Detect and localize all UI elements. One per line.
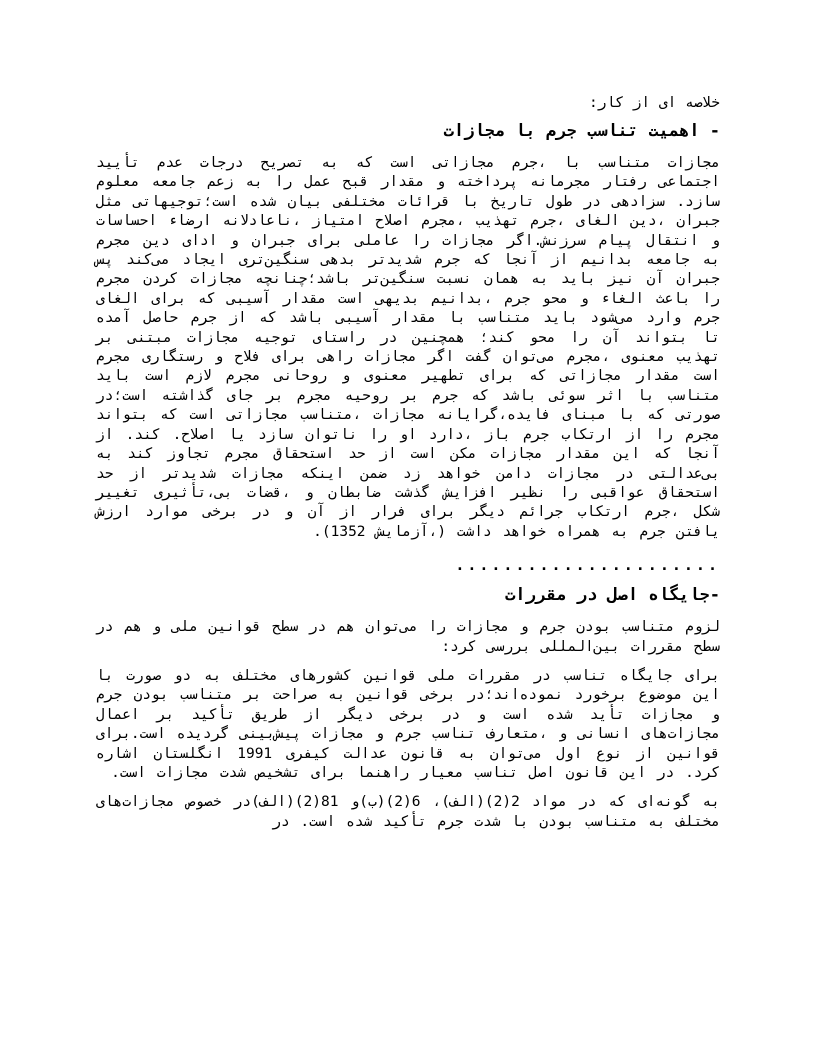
body-paragraph: مجازات متناسب با ،جرم مجازاتی است که به تصریح درجات عدم تأیید اجتماعی رفتار مجرمانه پرداخته و مقدار قبح عمل را به زعم جامعه معلوم سازد. سزادهی در طول تاریخ با قرائات مختلفی بیان شده است؛توجیهاتی مثل جبران ،دین الغای ،جرم تهذیب ،مجرم اصلاح امتیاز ،ناعادلانه ارضاء احساسات و انتقال پیام سرزنش.اگر مجازات را عاملی برای جبران و ادای دین مجرم به جامعه بدانیم از آنجا که جرم شدیدتر بدهی سنگین‌تری ایجاد می‌کند پس جبران آن نیز باید به همان نسبت سنگین‌تر باشد؛چنانچه مجازات کردن مجرم را باعث الغاء و محو جرم ،بدانیم بدیهی است مقدار آسیبی که برای الغای جرم وارد می‌شود باید متناسب با مقدار آسیبی باشد که از جرم حاصل آمده تا بتواند آن را محو کند؛ همچنین در راستای توجیه مجازات مبتنی بر تهذیب معنوی ،مجرم می‌توان گفت اگر مجازات راهی برای فلاح و رستگاری مجرم است مقدار مجازاتی که برای تطهیر معنوی و روحانی مجرم لازم است باید متناسب با اثر سوئی باشد که جرم بر روحیه مجرم بر جای گذاشته است؛در صورتی که با مبنای فایده،گرایانه مجازات ،متناسب مجازاتی است که بتواند مجرم را از ارتکاب جرم باز ،دارد او را ناتوان سازد یا اصلاح. کند. از آنجا که این مقدار مجازات مکن است از حد استحقاق مجرم تجاوز کند به بی‌عدالتی در مجازات دامن خواهد زد ضمن اینکه مجازات شدیدتر از حد استحقاق عواقبی را نظیر افزایش گذشت ضابطان و ،قضات بی،تأثیری تغییر شکل ،جرم ارتکاب جرائم دیگر برای فرار از آن و در برخی موارد ارزش یافتن جرم به همراه خواهد داشت (،آزمایش 1352). — [96, 155, 720, 540]
document-page — [96, 92, 720, 844]
section-separator — [96, 554, 720, 576]
body-paragraph: به گونه‌ای که در مواد 2(2)(الف)، 6(2)(ب)و 81(2)(الف)در خصوص مجازات‌های مختلف به متناسب بودن با شدت جرم تأکید شده است. در — [96, 794, 720, 830]
body-paragraph: برای جایگاه تناسب در مقررات ملی قوانین کشورهای مختلف به دو صورت با این موضوع برخورد نموده‌اند؛در برخی قوانین به صراحت بر متناسب بودن جرم و مجازات تأید شده است و در برخی دیگر از طریق تأکید بر اعمال مجازات‌های انسانی و ،متعارف تناسب جرم و مجازات پیش‌بینی گردیده است.برای قوانین از نوع اول می‌توان به قانون عدالت کیفری 1991 انگلستان اشاره کرد. در این قانون اصل تناسب معیار راهنما برای تشخیص شدت مجازات است. — [96, 667, 720, 781]
separator-dots: ...................... — [455, 556, 720, 575]
section-heading-crime-punishment-proportionality: - اهمیت تناسب جرم با مجازات — [443, 121, 720, 141]
body-paragraph: لزوم متناسب بودن جرم و مجازات را می‌توان هم در سطح قوانین ملی و هم در سطح مقررات بین‌المللی بررسی کرد: — [96, 619, 720, 655]
section-heading-position-in-regulations: -جایگاه اصل در مقررات — [505, 585, 720, 606]
summary-label: خلاصه ای از کار: — [589, 95, 720, 111]
